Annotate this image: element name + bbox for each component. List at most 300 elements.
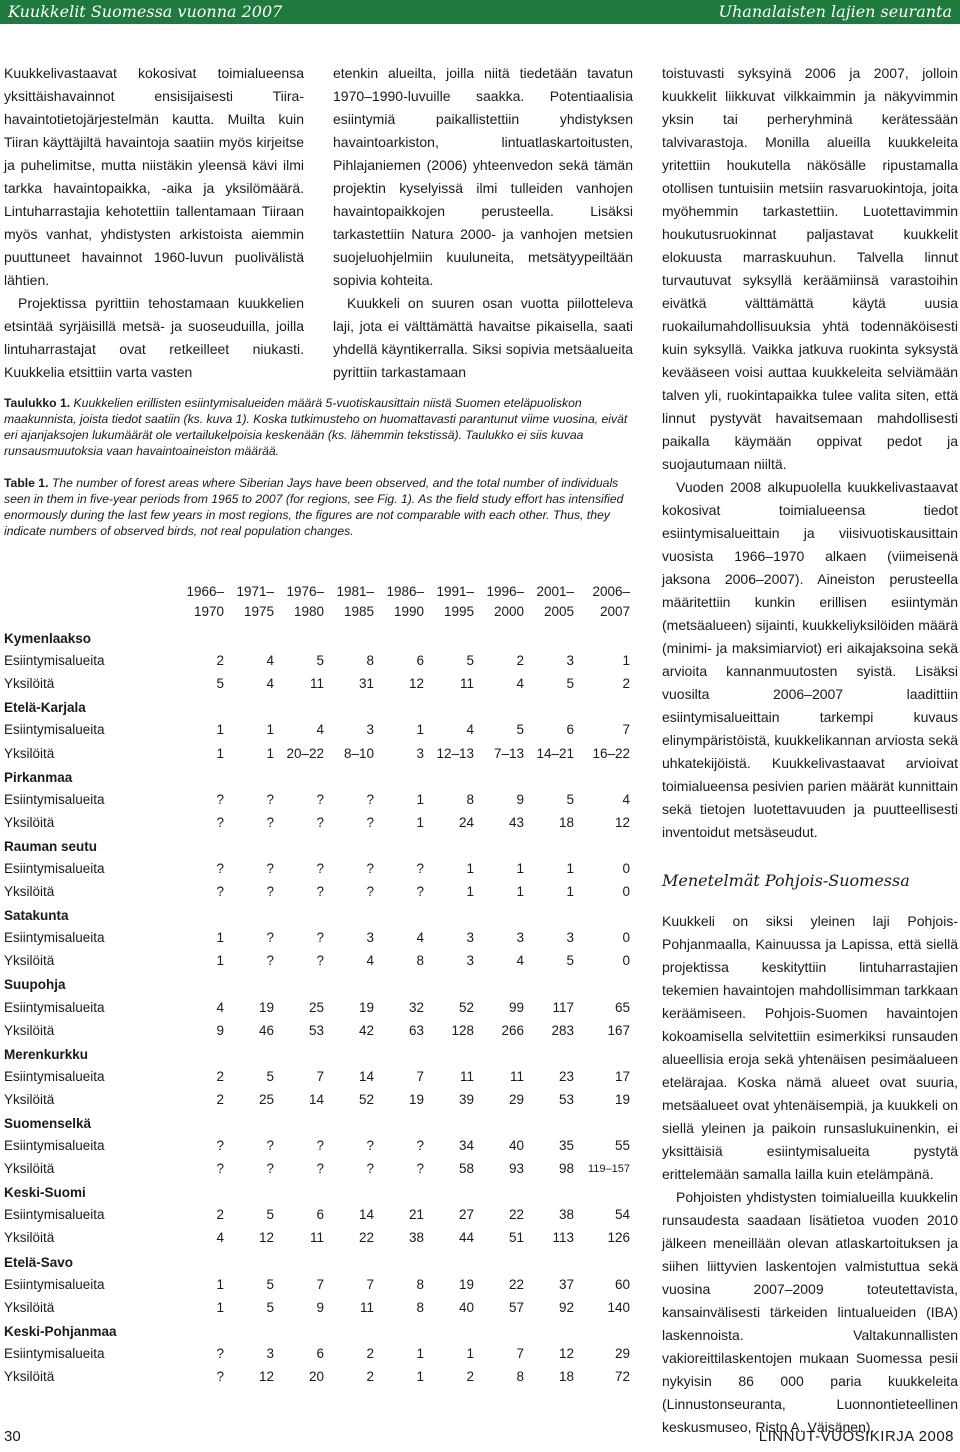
- table-cell: 8–10: [343, 745, 374, 761]
- table-cell: 98: [558, 1161, 574, 1177]
- table-cell: 2: [216, 653, 224, 669]
- table-cell: 52: [458, 999, 474, 1015]
- table-cell: ?: [266, 1138, 274, 1154]
- table-cell: 18: [558, 1369, 574, 1385]
- period-start: 1996–: [486, 584, 524, 599]
- table-row: [4, 880, 630, 903]
- region-name: Keski-Pohjanmaa: [4, 1323, 117, 1339]
- table-cell: 11: [459, 676, 474, 692]
- table-cell: 3: [366, 722, 374, 738]
- table-cell: 5: [566, 791, 574, 807]
- text-column-1: [4, 62, 304, 384]
- row-label: Esiintymisalueita: [4, 999, 105, 1015]
- table-cell: 39: [458, 1091, 474, 1107]
- table-cell: 4: [266, 676, 274, 692]
- table-cell: 6: [316, 1345, 324, 1361]
- table-cell: 53: [558, 1091, 574, 1107]
- table-cell: 1: [416, 1345, 424, 1361]
- table-cell: 1: [216, 953, 224, 969]
- table-cell: 52: [358, 1091, 374, 1107]
- table-cell: 7: [622, 722, 630, 738]
- table-cell: ?: [416, 1138, 424, 1154]
- table-cell: 167: [607, 1022, 630, 1038]
- table-cell: ?: [416, 884, 424, 900]
- table-cell: 19: [258, 999, 274, 1015]
- table-cell: 4: [622, 791, 630, 807]
- table-cell: 27: [458, 1207, 474, 1223]
- table-cell: 72: [614, 1369, 630, 1385]
- region-row: [4, 972, 630, 995]
- table-cell: ?: [216, 1369, 224, 1385]
- table-cell: 8: [366, 653, 374, 669]
- table-cell: 16–22: [592, 745, 630, 761]
- table-cell: ?: [266, 1161, 274, 1177]
- period-start: 2006–: [592, 584, 630, 599]
- table-cell: 37: [558, 1276, 574, 1292]
- table-cell: 1: [416, 722, 424, 738]
- table-cell: 14: [308, 1091, 324, 1107]
- table-cell: 3: [466, 930, 474, 946]
- table-cell: 14–21: [536, 745, 574, 761]
- region-row: [4, 834, 630, 857]
- table-cell: 12–13: [436, 745, 474, 761]
- table-cell: 2: [366, 1369, 374, 1385]
- table-cell: ?: [316, 860, 324, 876]
- row-label: Esiintymisalueita: [4, 930, 105, 946]
- period-header: [374, 580, 424, 626]
- table-cell: 53: [308, 1022, 324, 1038]
- table-cell: 3: [516, 930, 524, 946]
- table-cell: 54: [614, 1207, 630, 1223]
- table-captions: [4, 395, 630, 539]
- table-cell: 60: [614, 1276, 630, 1292]
- table-cell: 9: [316, 1299, 324, 1315]
- paragraph: Projektissa pyrittiin tehostamaan kuukkelien etsintää syrjäisillä metsä- ja suoseuduilla, joilla lintuharrastajat ovat retkeilleet niukasti. Kuukkelia etsittiin varta vasten: [4, 295, 304, 380]
- period-start: 1981–: [336, 584, 374, 599]
- table-cell: 20–22: [286, 745, 324, 761]
- table-cell: ?: [216, 884, 224, 900]
- table-cell: 42: [358, 1022, 374, 1038]
- paragraph: Kuukkeli on siksi yleinen laji Pohjois-Pohjanmaalla, Kainuussa ja Lapissa, että siellä projektissa keskityttiin lintuharrastajien tekemien havaintojen mahdollisimman tarkkaan keräämiseen. Pohjois-Suomen havaintojen kokoamisella selvitettiin esimerkiksi runsauden alueellisia eroja sekä yhtenäisen pesimäalueen etelärajaa. Koska nämä alueet ovat suuria, metsäalueet ovat yhtenäisempiä, ja kuukkeli on siellä yleinen ja paikoin runsaslukuinenkin, ei yksittäisiä esiintymisalueita pystytä erittelemään samalla lailla kuin etelämpänä.: [662, 913, 958, 1182]
- table-cell: 9: [516, 791, 524, 807]
- table-cell: 11: [309, 1230, 324, 1246]
- table-cell: 38: [408, 1230, 424, 1246]
- period-end: 2000: [493, 604, 524, 619]
- table-cell: 11: [309, 676, 324, 692]
- region-name: Pirkanmaa: [4, 769, 73, 785]
- table-cell: 1: [416, 814, 424, 830]
- table-row: [4, 926, 630, 949]
- table-cell: 8: [466, 791, 474, 807]
- table-cell: ?: [416, 1161, 424, 1177]
- table-cell: 93: [508, 1161, 524, 1177]
- table-cell: 1: [466, 860, 474, 876]
- period-end: 1990: [393, 604, 424, 619]
- table-row: [4, 1342, 630, 1365]
- table-cell: 12: [258, 1369, 274, 1385]
- caption-text: The number of forest areas where Siberian Jays have been observed, and the total number of individuals seen in them in five-year periods from 1965 to 2007 (for regions, see Fig. 1). As the field study effort has intensified enormously during the last few years in most regions, the figures are not comparable with each other. Thus, they indicate numbers of observed birds, not real population changes.: [4, 476, 624, 538]
- table-cell: 140: [607, 1299, 630, 1315]
- period-start: 1971–: [236, 584, 274, 599]
- table-cell: ?: [216, 1161, 224, 1177]
- table-cell: 1: [216, 930, 224, 946]
- table-row: [4, 996, 630, 1019]
- table-cell: 7: [316, 1276, 324, 1292]
- table-row: [4, 1273, 630, 1296]
- table-cell: ?: [266, 884, 274, 900]
- row-label: Yksilöitä: [4, 745, 55, 761]
- table-cell: ?: [266, 791, 274, 807]
- table-cell: 2: [216, 1207, 224, 1223]
- table-cell: 113: [552, 1230, 574, 1246]
- table-cell: 92: [558, 1299, 574, 1315]
- region-name: Merenkurkku: [4, 1046, 89, 1062]
- table-cell: 5: [316, 653, 324, 669]
- table-row: [4, 741, 630, 764]
- table-row: [4, 1157, 630, 1180]
- region-name: Keski-Suomi: [4, 1185, 86, 1201]
- period-start: 1986–: [386, 584, 424, 599]
- row-label: Esiintymisalueita: [4, 722, 105, 738]
- period-start: 1966–: [186, 584, 224, 599]
- table-cell: 6: [416, 653, 424, 669]
- table-cell: 283: [551, 1022, 574, 1038]
- table-cell: 34: [458, 1138, 474, 1154]
- row-label: Yksilöitä: [4, 1230, 55, 1246]
- table-cell: 58: [458, 1161, 474, 1177]
- table-row: [4, 949, 630, 972]
- table-cell: 2: [216, 1091, 224, 1107]
- table-cell: 1: [266, 722, 274, 738]
- table-cell: 1: [216, 722, 224, 738]
- table-cell: ?: [316, 1161, 324, 1177]
- table-cell: ?: [266, 860, 274, 876]
- table-cell: 128: [451, 1022, 474, 1038]
- table-cell: 32: [408, 999, 424, 1015]
- row-label: Yksilöitä: [4, 1022, 55, 1038]
- table-cell: 4: [416, 930, 424, 946]
- row-label: Esiintymisalueita: [4, 860, 105, 876]
- row-label: Esiintymisalueita: [4, 653, 105, 669]
- table-cell: 11: [459, 1068, 474, 1084]
- row-label: Yksilöitä: [4, 1161, 55, 1177]
- table-corner-cell: [4, 580, 174, 626]
- row-label: Yksilöitä: [4, 884, 55, 900]
- table-cell: ?: [366, 884, 374, 900]
- table-cell: 22: [508, 1276, 524, 1292]
- period-start: 2001–: [536, 584, 574, 599]
- table-cell: 8: [516, 1369, 524, 1385]
- table-row: [4, 857, 630, 880]
- table-cell: 1: [566, 884, 574, 900]
- table-cell: 29: [508, 1091, 524, 1107]
- table-cell: 1: [216, 1276, 224, 1292]
- table-cell: 38: [558, 1207, 574, 1223]
- table-cell: 6: [316, 1207, 324, 1223]
- table-cell: 3: [366, 930, 374, 946]
- table-cell: 31: [358, 676, 374, 692]
- period-header: [174, 580, 224, 626]
- period-end: 1985: [343, 604, 374, 619]
- period-end: 1995: [443, 604, 474, 619]
- table-cell: 1: [216, 1299, 224, 1315]
- table-cell: ?: [216, 791, 224, 807]
- table-row: [4, 1019, 630, 1042]
- table-cell: 19: [458, 1276, 474, 1292]
- table-cell: 55: [614, 1138, 630, 1154]
- table-cell: 25: [308, 999, 324, 1015]
- period-header: [324, 580, 374, 626]
- table-cell: 1: [516, 884, 524, 900]
- row-label: Esiintymisalueita: [4, 1068, 105, 1084]
- region-row: [4, 695, 630, 718]
- table-cell: ?: [316, 953, 324, 969]
- table-cell: 8: [416, 1299, 424, 1315]
- caption-label: Table 1.: [4, 476, 49, 490]
- table-cell: 1: [622, 653, 630, 669]
- table-cell: 14: [358, 1068, 374, 1084]
- table-row: [4, 1203, 630, 1226]
- table-cell: 2: [466, 1369, 474, 1385]
- table-row: [4, 1134, 630, 1157]
- table-cell: ?: [266, 930, 274, 946]
- table-row: [4, 811, 630, 834]
- table-cell: 5: [516, 722, 524, 738]
- table-cell: ?: [366, 860, 374, 876]
- table-cell: 5: [566, 676, 574, 692]
- table-row: [4, 1226, 630, 1249]
- table-cell: 12: [558, 1345, 574, 1361]
- table-cell: 3: [266, 1345, 274, 1361]
- region-name: Etelä-Karjala: [4, 700, 86, 716]
- table-cell: 17: [614, 1068, 630, 1084]
- table-cell: 5: [266, 1068, 274, 1084]
- period-end: 1970: [193, 604, 224, 619]
- table-cell: 2: [216, 1068, 224, 1084]
- row-label: Esiintymisalueita: [4, 1276, 105, 1292]
- table-cell: 1: [266, 745, 274, 761]
- table-cell: 12: [614, 814, 630, 830]
- region-name: Rauman seutu: [4, 838, 98, 854]
- table-cell: 46: [258, 1022, 274, 1038]
- observations-table: [4, 580, 630, 1388]
- row-label: Esiintymisalueita: [4, 1207, 105, 1223]
- table-cell: 25: [258, 1091, 274, 1107]
- period-header: [574, 580, 630, 626]
- table-cell: 19: [614, 1091, 630, 1107]
- table-cell: 7: [516, 1345, 524, 1361]
- table-cell: 22: [508, 1207, 524, 1223]
- table-cell: 6: [566, 722, 574, 738]
- table-cell: 43: [508, 814, 524, 830]
- period-end: 2007: [599, 604, 630, 619]
- row-label: Yksilöitä: [4, 676, 55, 692]
- row-label: Yksilöitä: [4, 1299, 55, 1315]
- table-cell: 23: [558, 1068, 574, 1084]
- region-name: Etelä-Savo: [4, 1254, 74, 1270]
- table-row: [4, 672, 630, 695]
- table-cell: 35: [558, 1138, 574, 1154]
- table-cell: ?: [266, 953, 274, 969]
- table-cell: ?: [216, 860, 224, 876]
- table-cell: 1: [466, 1345, 474, 1361]
- table-cell: 8: [416, 1276, 424, 1292]
- table-cell: 0: [622, 884, 630, 900]
- table-cell: 4: [216, 1230, 224, 1246]
- region-row: [4, 1180, 630, 1203]
- region-row: [4, 626, 630, 649]
- table-cell: 22: [358, 1230, 374, 1246]
- table-cell: 266: [501, 1022, 524, 1038]
- table-row: [4, 1088, 630, 1111]
- table-cell: 3: [416, 745, 424, 761]
- table-cell: 20: [308, 1369, 324, 1385]
- table-cell: 5: [566, 953, 574, 969]
- table-cell: 1: [516, 860, 524, 876]
- table-cell: 57: [508, 1299, 524, 1315]
- period-start: 1991–: [436, 584, 474, 599]
- region-name: Suupohja: [4, 977, 66, 993]
- region-row: [4, 1250, 630, 1273]
- table-row: [4, 718, 630, 741]
- table-cell: 4: [316, 722, 324, 738]
- table-cell: 5: [466, 653, 474, 669]
- table-cell: 14: [358, 1207, 374, 1223]
- region-row: [4, 1319, 630, 1342]
- table-cell: 2: [622, 676, 630, 692]
- region-row: [4, 1111, 630, 1134]
- table-cell: 5: [266, 1207, 274, 1223]
- table-cell: 29: [614, 1345, 630, 1361]
- paragraph: Vuoden 2008 alkupuolella kuukkelivastaavat kokosivat toimialueensa tiedot esiintymisalueittain ja viisivuotiskausittain vuosista 1966–1970 alkaen (viimeisenä jaksona 2006–2007). Aineiston perusteella määritettiin kunkin erillisen esiintymän (metsäalueen) sijainti, kuukkeliyksilöiden määrä (minimi- ja maksimiarviot) eri aikajaksoina sekä arvioita kannanmuutosten syistä. Lisäksi vuosilta 2006–2007 laadittiin esiintymisalueittain tarkempi kuvaus elinympäristöistä, kuukkelikannan arviosta sekä uhkatekijöistä. Kuukkelivastaavat arvioivat toimialueensa pesivien parien määrät kunnittain sekä tietojen luotettavuuden ja puutteellisesti inventoidut metsäseudut.: [662, 479, 958, 840]
- table-cell: ?: [416, 860, 424, 876]
- table-cell: 4: [516, 953, 524, 969]
- table-cell: 19: [358, 999, 374, 1015]
- caption-text: Kuukkelien erillisten esiintymisalueiden määrä 5-vuotiskausittain niistä Suomen eteläpuoliskon maakunnista, joista tiedot saatiin (ks. kuva 1). Koska tutkimusteho on huomattavasti parantunut viime vuosina, eivät eri ajanjaksojen lukumäärät ole vertailukelpoisia keskenään (ks. lähemmin tekstissä). Taulukko ei siis kuvaa runsausmuutoksia vaan havaintoaineiston määrää.: [4, 396, 628, 458]
- table-cell: 21: [408, 1207, 424, 1223]
- table-cell: 1: [416, 791, 424, 807]
- period-header: [224, 580, 274, 626]
- table-cell: ?: [316, 1138, 324, 1154]
- table-cell: 12: [408, 676, 424, 692]
- table-cell: 5: [266, 1299, 274, 1315]
- table-cell: 1: [566, 860, 574, 876]
- table-row: [4, 649, 630, 672]
- period-end: 1975: [243, 604, 274, 619]
- table-cell: 0: [622, 860, 630, 876]
- table-cell: 11: [509, 1068, 524, 1084]
- table-cell: 7–13: [493, 745, 524, 761]
- period-header: [524, 580, 574, 626]
- row-label: Esiintymisalueita: [4, 791, 105, 807]
- table-cell: 0: [622, 953, 630, 969]
- table-cell: 9: [216, 1022, 224, 1038]
- table-cell: ?: [316, 930, 324, 946]
- period-end: 1980: [293, 604, 324, 619]
- row-label: Esiintymisalueita: [4, 1138, 105, 1154]
- text-column-2: [333, 62, 633, 384]
- row-label: Yksilöitä: [4, 814, 55, 830]
- header-left-title: Kuukkelit Suomessa vuonna 2007: [8, 2, 283, 21]
- table-cell: 117: [552, 999, 574, 1015]
- table-cell: 40: [458, 1299, 474, 1315]
- table-cell: 99: [508, 999, 524, 1015]
- region-row: [4, 903, 630, 926]
- table-cell: 126: [607, 1230, 630, 1246]
- caption-label: Taulukko 1.: [4, 396, 71, 410]
- row-label: Yksilöitä: [4, 1369, 55, 1385]
- table-cell: ?: [316, 791, 324, 807]
- table-cell: 2: [366, 1345, 374, 1361]
- region-name: Suomenselkä: [4, 1116, 92, 1132]
- region-row: [4, 765, 630, 788]
- caption-english: [4, 475, 630, 539]
- table-cell: ?: [366, 1138, 374, 1154]
- table-cell: 4: [266, 653, 274, 669]
- table-cell: ?: [366, 791, 374, 807]
- region-name: Satakunta: [4, 908, 69, 924]
- table-row: [4, 1065, 630, 1088]
- table-cell: ?: [216, 1138, 224, 1154]
- table-cell: 51: [508, 1230, 524, 1246]
- table-cell: 63: [408, 1022, 424, 1038]
- table-cell: 1: [466, 884, 474, 900]
- table-cell: ?: [316, 884, 324, 900]
- table-cell: 19: [408, 1091, 424, 1107]
- publication-name: LINNUT-VUOSIKIRJA 2008: [758, 1428, 954, 1445]
- section-heading: Menetelmät Pohjois-Suomessa: [662, 871, 910, 890]
- table-row: [4, 788, 630, 811]
- caption-finnish: [4, 395, 630, 459]
- table-cell: ?: [216, 814, 224, 830]
- page-number: 30: [4, 1428, 21, 1445]
- table-cell: 8: [416, 953, 424, 969]
- table-row: [4, 1365, 630, 1388]
- table-cell: 18: [558, 814, 574, 830]
- table-cell: 5: [216, 676, 224, 692]
- table-cell: 2: [516, 653, 524, 669]
- period-header: [274, 580, 324, 626]
- running-header: [0, 0, 960, 24]
- period-end: 2005: [543, 604, 574, 619]
- table-cell: 119–157: [587, 1162, 630, 1175]
- table-cell: 11: [359, 1299, 374, 1315]
- row-label: Esiintymisalueita: [4, 1345, 105, 1361]
- table-cell: 44: [458, 1230, 474, 1246]
- paragraph: Pohjoisten yhdistysten toimialueilla kuukkelin runsaudesta saadaan lisätietoa vuoden 2010 jälkeen meneillään olevan atlaskartoituksen ja siihen liittyvien laskentojen valmistuttua sekä vuosina 2007–2009 toteutettavista, kansainvälisesti tärkeiden lintualueiden (IBA) laskennoista. Valtakunnallisten vakioreittilaskentojen mukaan Suomessa pesii nykyisin 86 000 paria kuukkeleita (Linnustonseuranta, Luonnontieteellinen keskusmuseo, Risto A. Väisänen).: [662, 1189, 958, 1435]
- row-label: Yksilöitä: [4, 953, 55, 969]
- table-cell: 4: [216, 999, 224, 1015]
- table-cell: 1: [216, 745, 224, 761]
- table-cell: 40: [508, 1138, 524, 1154]
- table-cell: 1: [416, 1369, 424, 1385]
- table-cell: 3: [566, 930, 574, 946]
- period-start: 1976–: [286, 584, 324, 599]
- table-cell: ?: [366, 814, 374, 830]
- table-cell: 3: [466, 953, 474, 969]
- table-cell: 65: [614, 999, 630, 1015]
- text-column-3: [662, 62, 958, 1439]
- table-cell: ?: [366, 1161, 374, 1177]
- table-cell: 7: [366, 1276, 374, 1292]
- table-row: [4, 1296, 630, 1319]
- paragraph: Kuukkeli on suuren osan vuotta piilotteleva laji, jota ei välttämättä havaitse pikaisella, saati yhdellä käyntikerralla. Siksi sopivia metsäalueita pyrittiin tarkastamaan: [333, 295, 633, 380]
- table-header-row: [4, 580, 630, 626]
- paragraph: toistuvasti syksyinä 2006 ja 2007, jolloin kuukkelit liikkuvat vilkkaimmin ja näkyvimmin yksin tai perheryhminä kerätessään talvivarastoja. Monilla alueilla kuukkeleita yritettiin houkutella näkösälle ripustamalla otollisen tuntuisiin metsiin rasvaruokintoja, joita myöhemmin tarkastettiin. Luotettavimmin houkutusruokinnat paljastavat kuukkelit elokuusta marraskuuhun. Talvella linnut turvautuvat syksyllä keräämiinsä varastoihin eivätkä välttämättä käytä uusia ruokailumahdollisuuksia yhtä todennäköisesti kuin syksyllä. Vaikka jatkuva ruokinta syksystä kevääseen voisi auttaa kuukkeleita selviämään talven yli, ruokintapaikka tulee valita siten, että linnut pystyvät havaitsemaan mahdollisesti paikalla käymään oppivat pedot ja suojautumaan niiltä.: [662, 65, 958, 472]
- table-cell: ?: [266, 814, 274, 830]
- table-cell: ?: [316, 814, 324, 830]
- header-right-title: Uhanalaisten lajien seuranta: [718, 2, 952, 21]
